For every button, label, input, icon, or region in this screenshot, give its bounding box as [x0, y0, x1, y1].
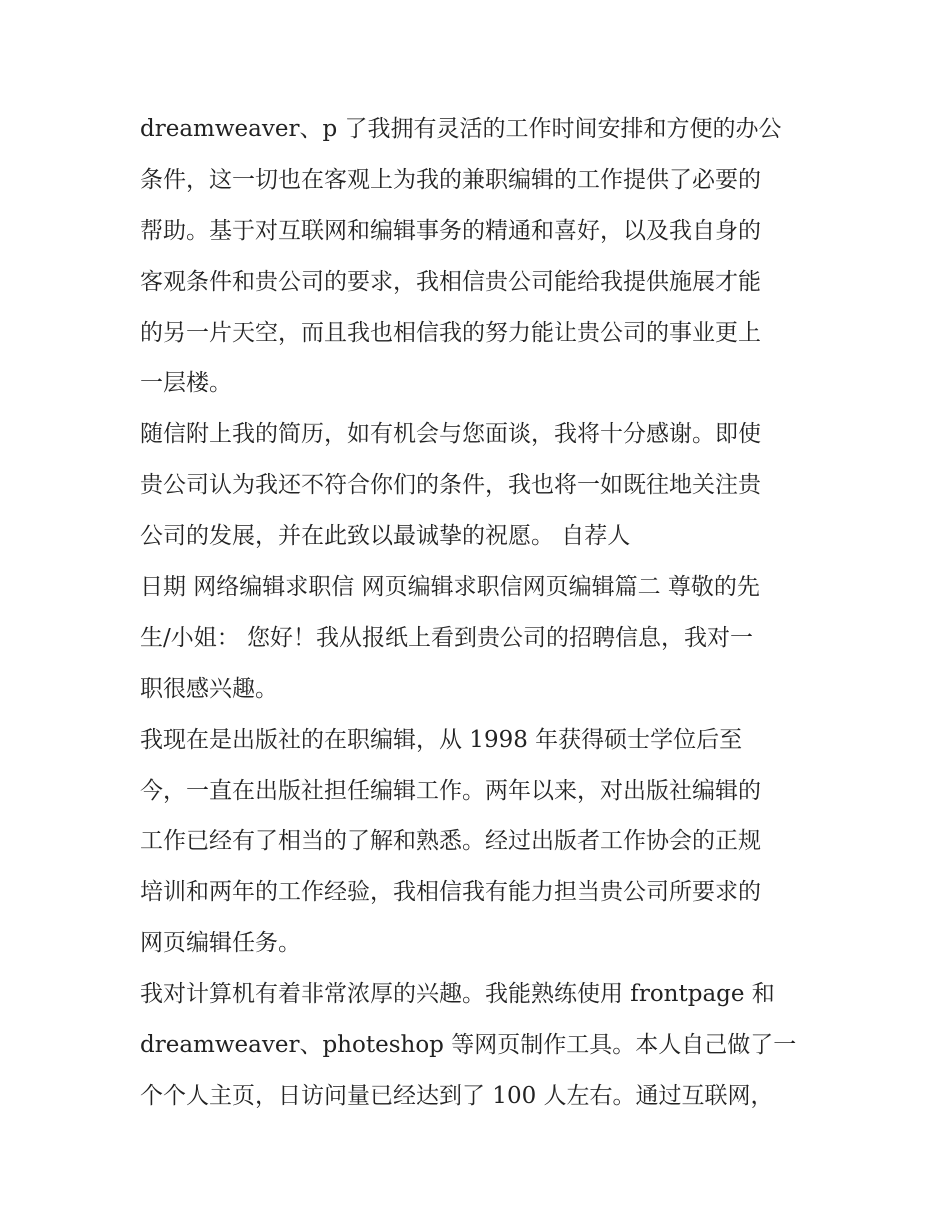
text-line: 条件，这一切也在客观上为我的兼职编辑的工作提供了必要的 [140, 166, 761, 193]
text-line: 帮助。基于对互联网和编辑事务的精通和喜好，以及我自身的 [140, 217, 761, 244]
text-line: 培训和两年的工作经验，我相信我有能力担当贵公司所要求的 [140, 879, 761, 906]
text-line: 一层楼。 [140, 370, 232, 397]
body-text [140, 104, 820, 1122]
text-line: 个个人主页，日访问量已经达到了 100 人左右。通过互联网， [140, 1082, 774, 1109]
text-line: 工作已经有了相当的了解和熟悉。经过出版者工作协会的正规 [140, 828, 761, 855]
text-line: 我对计算机有着非常浓厚的兴趣。我能熟练使用 frontpage 和 [140, 981, 775, 1008]
text-line: 生/小姐： 您好！我从报纸上看到贵公司的招聘信息，我对一 [140, 624, 754, 651]
text-line: 日期 网络编辑求职信 网页编辑求职信网页编辑篇二 尊敬的先 [140, 574, 760, 601]
text-line: dreamweaver、p 了我拥有灵活的工作时间安排和方便的办公 [140, 116, 782, 142]
text-line: 职很感兴趣。 [140, 675, 278, 702]
text-line: 公司的发展，并在此致以最诚挚的祝愿。 自荐人 [140, 523, 631, 550]
text-line: 随信附上我的简历，如有机会与您面谈，我将十分感谢。即使 [140, 421, 761, 448]
text-line: 客观条件和贵公司的要求，我相信贵公司能给我提供施展才能 [140, 268, 761, 295]
text-line: 网页编辑任务。 [140, 930, 301, 957]
text-line: 今，一直在出版社担任编辑工作。两年以来，对出版社编辑的 [140, 777, 761, 804]
text-line: 我现在是出版社的在职编辑，从 1998 年获得硕士学位后至 [140, 726, 743, 753]
text-line: 的另一片天空，而且我也相信我的努力能让贵公司的事业更上 [140, 319, 761, 346]
text-line: dreamweaver、photeshop 等网页制作工具。本人自己做了一 [140, 1032, 797, 1059]
text-line: 贵公司认为我还不符合你们的条件，我也将一如既往地关注贵 [140, 472, 761, 499]
